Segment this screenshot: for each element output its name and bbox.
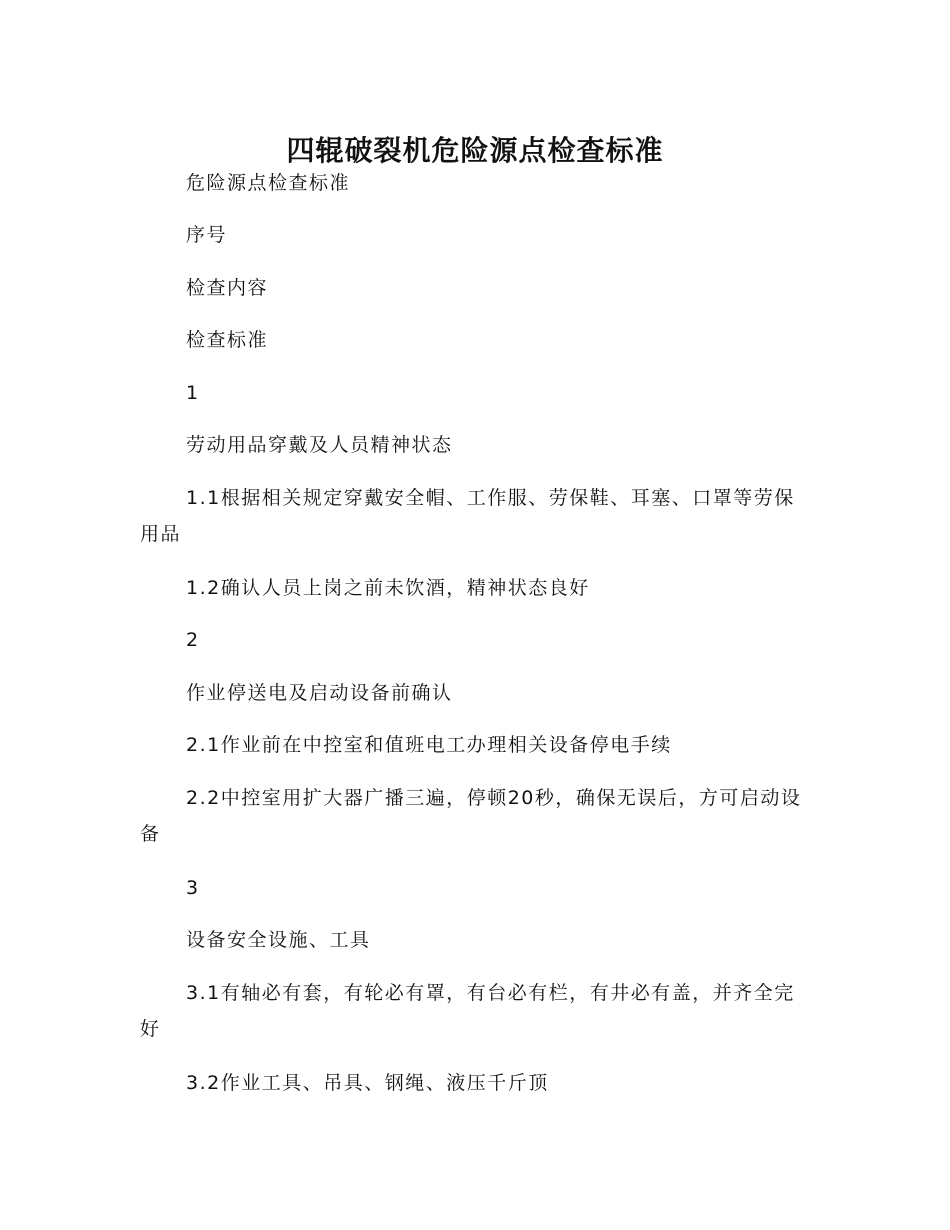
document-title: 四辊破裂机危险源点检查标准: [286, 133, 664, 167]
paragraph-item-1-1: 1.1根据相关规定穿戴安全帽、工作服、劳保鞋、耳塞、口罩等劳保用品: [140, 487, 795, 545]
paragraph-item-1: 1: [186, 382, 200, 404]
paragraph-check-standard: 检查标准: [186, 329, 269, 351]
paragraph-item-2-title: 作业停送电及启动设备前确认: [186, 682, 453, 704]
paragraph-item-2-1: 2.1作业前在中控室和值班电工办理相关设备停电手续: [186, 734, 672, 756]
paragraph-item-2: 2: [186, 629, 200, 651]
paragraph-item-3-1: 3.1有轴必有套，有轮必有罩，有台必有栏，有井必有盖，并齐全完好: [140, 982, 795, 1040]
paragraph-item-2-2: 2.2中控室用扩大器广播三遍，停顿20秒，确保无误后，方可启动设备: [140, 787, 802, 845]
paragraph-item-3-2: 3.2作业工具、吊具、钢绳、液压千斤顶: [186, 1072, 549, 1094]
paragraph-item-1-2: 1.2确认人员上岗之前未饮酒，精神状态良好: [186, 577, 590, 599]
paragraph-serial-number: 序号: [186, 224, 228, 246]
paragraph-item-3-title: 设备安全设施、工具: [186, 929, 371, 951]
paragraph-item-3: 3: [186, 877, 200, 899]
paragraph-check-content: 检查内容: [186, 277, 269, 299]
paragraph-hazard-standard: 危险源点检查标准: [186, 172, 351, 194]
paragraph-item-1-title: 劳动用品穿戴及人员精神状态: [186, 434, 453, 456]
